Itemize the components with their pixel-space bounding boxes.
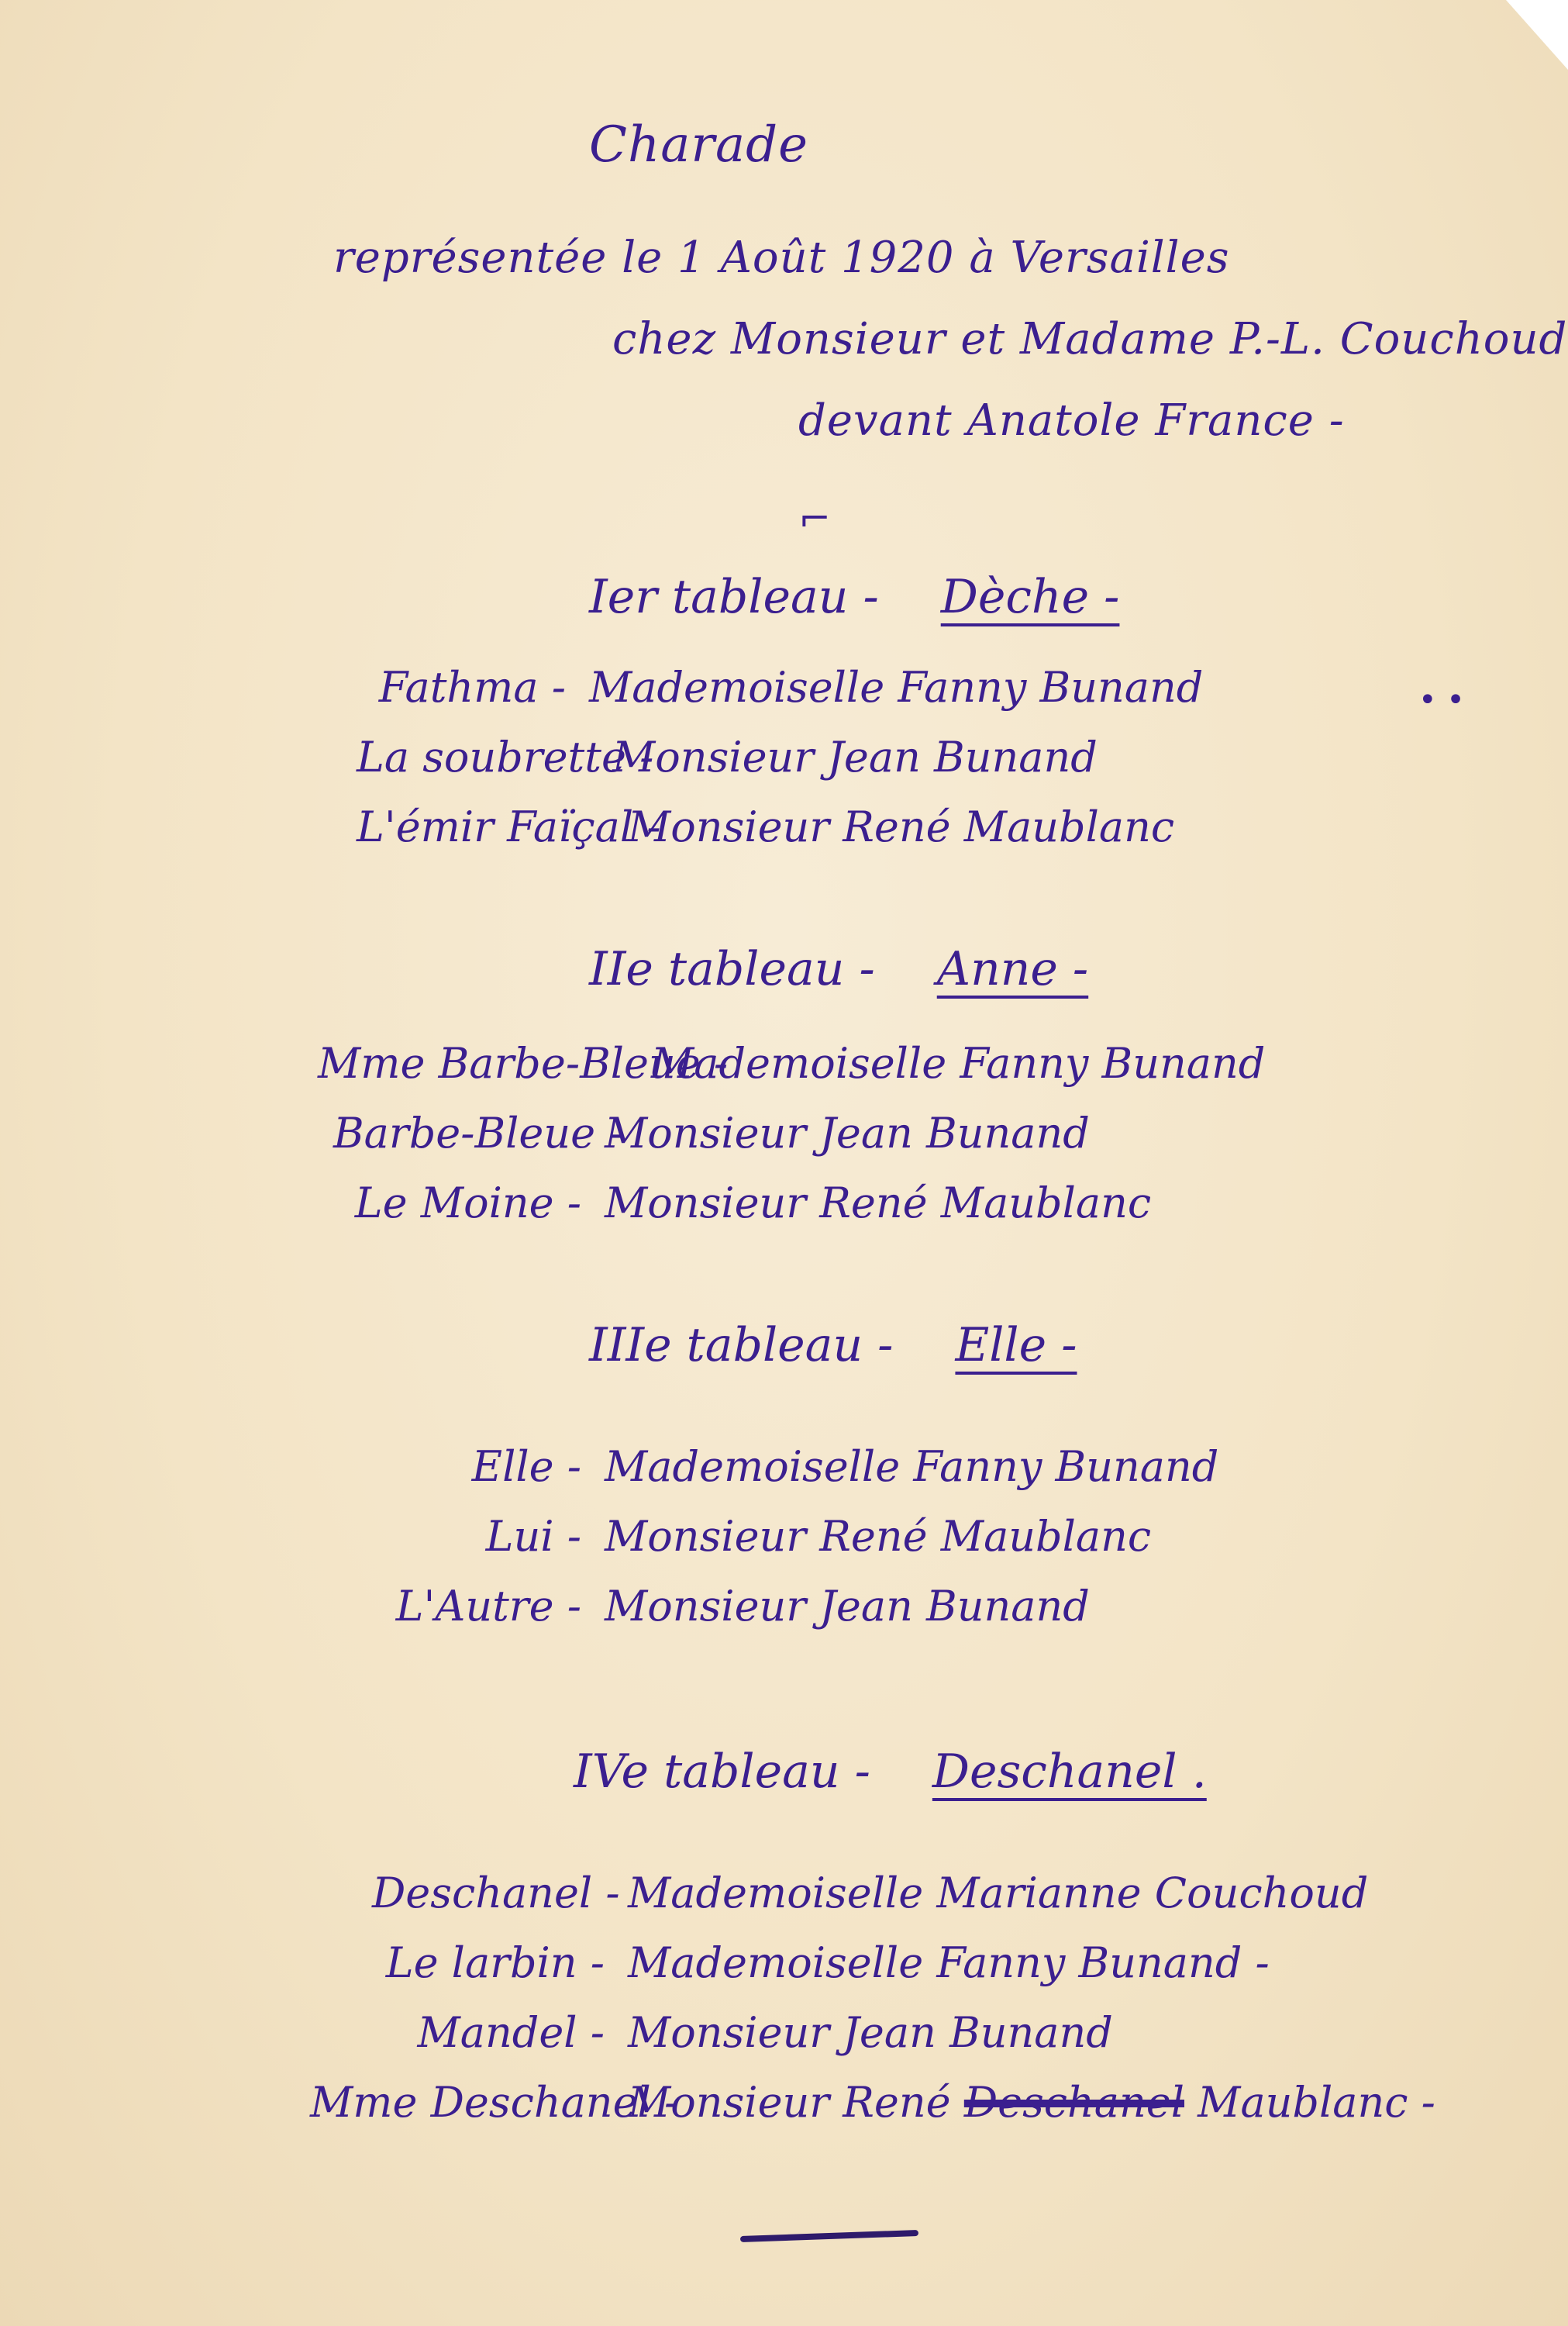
cast-actor: Monsieur René Maublanc (628, 802, 1175, 851)
torn-corner (1506, 0, 1568, 70)
tableau-4-heading (574, 1744, 1207, 1799)
cast-role: Elle - (471, 1442, 581, 1491)
tableau-word: Dèche - (940, 570, 1120, 624)
tableau-word: Anne - (936, 942, 1089, 996)
cast-role: La soubrette - (357, 733, 654, 782)
cast-role: Barbe-Bleue - (333, 1109, 623, 1158)
cast-actor (628, 2078, 1435, 2127)
cast-role: Fathma - (378, 663, 566, 712)
cast-actor: Monsieur René Maublanc (605, 1179, 1152, 1227)
cast-row (372, 2008, 1113, 2057)
cast-role: Deschanel - (372, 1869, 620, 1917)
cast-actor-name: Monsieur René (628, 2078, 951, 2127)
cast-row (310, 2078, 1435, 2127)
cast-actor: Mademoiselle Fanny Bunand (605, 1442, 1219, 1491)
cast-row (388, 1512, 1151, 1561)
tableau-word: Elle - (955, 1318, 1077, 1372)
cast-row (388, 1442, 1218, 1491)
audience-line: devant Anatole France - (798, 395, 1345, 446)
cast-actor: Mademoiselle Fanny Bunand (651, 1039, 1266, 1088)
tableau-word: Deschanel . (932, 1744, 1207, 1799)
struck-out-word: Deschanel (963, 2078, 1184, 2127)
cast-row (357, 733, 1098, 782)
cast-role: Mme Deschanel - (310, 2078, 679, 2127)
document-title: Charade (589, 116, 808, 174)
closing-rule (740, 2230, 918, 2242)
cast-actor-surname: Maublanc - (1198, 2078, 1435, 2127)
tableau-3-heading (589, 1318, 1077, 1372)
cast-role: Mandel - (417, 2008, 605, 2057)
cast-row (357, 802, 1174, 851)
cast-actor: Monsieur Jean Bunand (612, 733, 1098, 782)
cast-role: Mme Barbe-Bleue - (318, 1039, 729, 1088)
cast-actor: Mademoiselle Fanny Bunand (589, 663, 1204, 712)
cast-role: Le Moine - (354, 1179, 581, 1227)
tableau-numeral: IIe tableau - (589, 942, 875, 996)
cast-role: Lui - (485, 1512, 581, 1561)
cast-actor: Mademoiselle Fanny Bunand - (628, 1938, 1270, 1987)
cast-row (372, 1869, 1368, 1917)
cast-actor: Mademoiselle Marianne Couchoud (628, 1869, 1369, 1917)
cast-role: L'émir Faïçal - (357, 802, 661, 851)
tableau-numeral: IIIe tableau - (589, 1318, 894, 1372)
cast-actor: Monsieur René Maublanc (605, 1512, 1152, 1561)
cast-row (349, 1179, 1151, 1227)
cast-row (318, 1039, 1265, 1088)
tableau-numeral: IVe tableau - (574, 1744, 870, 1799)
ink-dots: • • (1418, 682, 1465, 718)
cast-row (364, 663, 1203, 712)
cast-role: Le larbin - (385, 1938, 605, 1987)
tableau-numeral: Ier tableau - (589, 570, 879, 624)
cast-row (372, 1582, 1090, 1631)
flourish-mark: ⌐ (798, 496, 831, 541)
cast-actor: Monsieur Jean Bunand (605, 1582, 1090, 1631)
cast-role: L'Autre - (395, 1582, 581, 1631)
cast-row (333, 1109, 1090, 1158)
hosts-line: chez Monsieur et Madame P.-L. Couchoud (612, 314, 1568, 364)
cast-actor: Monsieur Jean Bunand (628, 2008, 1113, 2057)
cast-actor: Monsieur Jean Bunand (605, 1109, 1090, 1158)
performance-date-line: représentée le 1 Août 1920 à Versailles (333, 233, 1230, 283)
tableau-2-heading (589, 942, 1088, 996)
tableau-1-heading (589, 570, 1119, 624)
cast-row (372, 1938, 1270, 1987)
